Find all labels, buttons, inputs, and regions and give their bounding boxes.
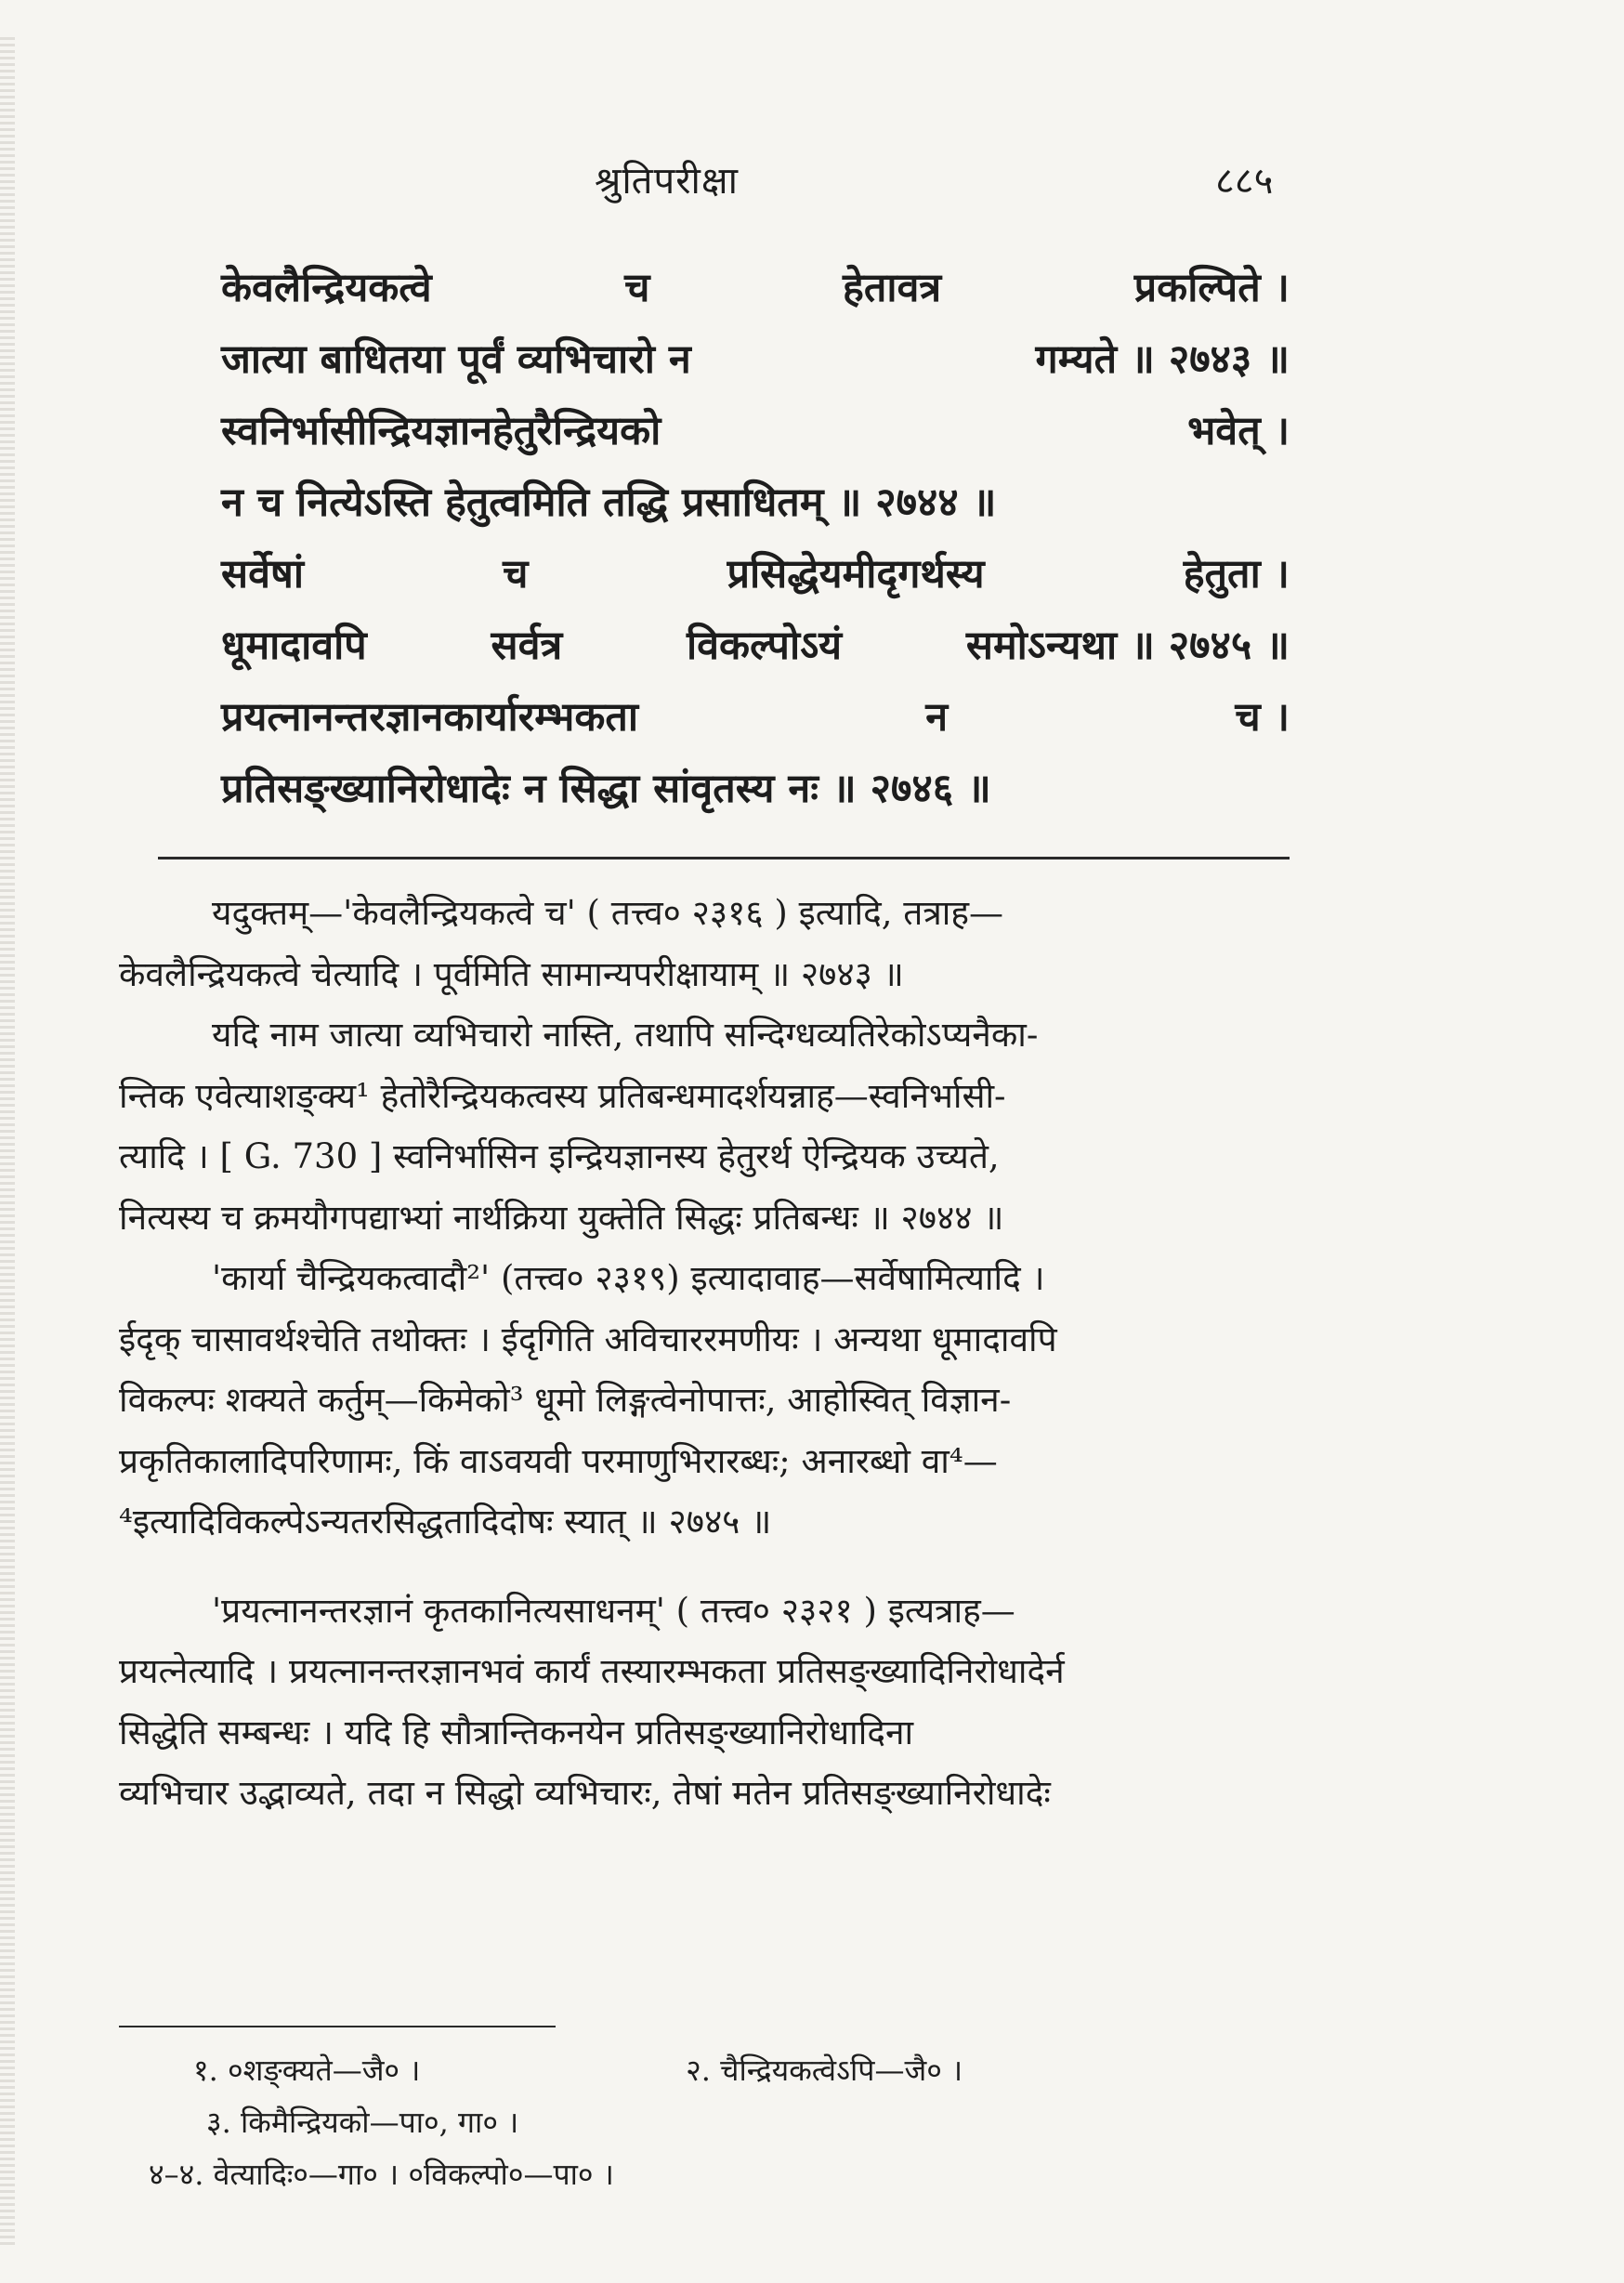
page-edge-shadow (0, 37, 15, 2249)
footnote-row (139, 2044, 1161, 2096)
verse-line (221, 610, 1290, 682)
verse-segment: सर्वेषां (221, 551, 304, 597)
footnote-row (139, 2148, 1161, 2200)
page-number: ८८५ (1215, 160, 1274, 203)
verse-segment: धूमादावपि (221, 623, 367, 669)
footnotes (139, 2044, 1161, 2200)
footnote-4: ४–४. वेत्यादिः०—गा० । ०विकल्पो०—पा० । (149, 2157, 614, 2192)
verse-line (221, 253, 1290, 324)
commentary-line: प्रयत्नेत्यादि । प्रयत्नानन्तरज्ञानभवं कार्यं तस्यारम्भकता प्रतिसङ्ख्यादिनिरोधादेर्न (119, 1651, 1065, 1691)
verse-segment: न च नित्येऽस्ति हेतुत्वमिति तद्धि प्रसाधितम् ॥ २७४४ ॥ (221, 479, 997, 526)
commentary-line: यदि नाम जात्या व्यभिचारो नास्ति, तथापि सन्दिग्धव्यतिरेकोऽप्यनैका- (212, 1015, 1039, 1055)
commentary-line: ⁴इत्यादिविकल्पेऽन्यतरसिद्धतादिदोषः स्यात् ॥ २७४५ ॥ (119, 1502, 772, 1542)
verse-line (221, 539, 1290, 610)
verse-segment: प्रयत्नानन्तरज्ञानकार्यारम्भकता (221, 694, 639, 741)
verse-segment: च । (1235, 694, 1290, 741)
verse-segment: च (624, 265, 650, 311)
verse-line (221, 682, 1290, 754)
footnote-1: १. ०शङ्क्यते—जै० । (193, 2053, 421, 2088)
commentary-line: 'कार्या चैन्द्रियकत्वादौ²' (तत्त्व० २३१९) इत्यादावाह—सर्वेषामित्यादि । (212, 1258, 1045, 1298)
verse-line (221, 467, 1290, 539)
verse-segment: प्रसिद्धेयमीदृगर्थस्य (727, 551, 985, 597)
verse-line (221, 324, 1290, 396)
verse-segment: केवलैन्द्रियकत्वे (221, 265, 432, 311)
verse-segment: हेतुता । (1183, 551, 1290, 597)
footnote-row (139, 2096, 1161, 2148)
commentary-line: सिद्धेति सम्बन्धः । यदि हि सौत्रान्तिकनयेन प्रतिसङ्ख्यानिरोधादिना (119, 1712, 914, 1752)
commentary-line: यदुक्तम्—'केवलैन्द्रियकत्वे च' ( तत्त्व० २३१६ ) इत्यादि, तत्राह— (212, 893, 1003, 933)
verse-segment: गम्यते ॥ २७४३ ॥ (1035, 336, 1290, 383)
commentary-line: त्यादि । [ G. 730 ] स्वनिर्भासिन इन्द्रियज्ञानस्य हेतुरर्थ ऐन्द्रियक उच्यते, (119, 1136, 1000, 1176)
page-header (0, 153, 1624, 218)
verse-segment: प्रतिसङ्ख्यानिरोधादेः न सिद्धा सांवृतस्य नः ॥ २७४६ ॥ (221, 766, 991, 812)
commentary-line: 'प्रयत्नानन्तरज्ञानं कृतकानित्यसाधनम्' ( तत्त्व० २३२१ ) इत्यत्राह— (212, 1590, 1015, 1631)
commentary-line: प्रकृतिकालादिपरिणामः, किं वाऽवयवी परमाणुभिरारब्धः; अनारब्धो वा⁴— (119, 1440, 998, 1481)
commentary-line: केवलैन्द्रियकत्वे चेत्यादि । पूर्वमिति सामान्यपरीक्षायाम् ॥ २७४३ ॥ (119, 953, 904, 994)
commentary-paragraph (119, 1004, 1291, 1248)
commentary-paragraph (119, 883, 1291, 1004)
commentary-paragraph (119, 1248, 1291, 1553)
verse-segment: प्रकल्पिते । (1133, 265, 1290, 311)
running-title: श्रुतिपरीक्षा (595, 160, 739, 203)
verse-segment: स्वनिर्भासीन्द्रियज्ञानहेतुरैन्द्रियको (221, 408, 661, 454)
verse-block (221, 253, 1290, 825)
paragraph-gap (119, 1553, 1291, 1581)
footnote-2: २. चैन्द्रियकत्वेऽपि—जै० । (686, 2053, 963, 2088)
commentary-line: नित्यस्य च क्रमयौगपद्याभ्यां नार्थक्रिया युक्तेति सिद्धः प्रतिबन्धः ॥ २७४४ ॥ (119, 1197, 1004, 1238)
verse-segment: सर्वत्र (491, 623, 563, 669)
verse-segment: न (925, 694, 949, 741)
commentary-line: न्तिक एवेत्याशङ्क्य¹ हेतोरैन्द्रियकत्वस्य प्रतिबन्धमादर्शयन्नाह—स्वनिर्भासी- (119, 1075, 1006, 1116)
verse-segment: जात्या बाधितया पूर्वं व्यभिचारो न (221, 336, 691, 383)
footnote-divider (119, 2026, 556, 2027)
verse-segment: हेतावत्र (843, 265, 942, 311)
verse-segment: समोऽन्यथा ॥ २७४५ ॥ (965, 623, 1290, 669)
commentary-paragraph (119, 1581, 1291, 1824)
verse-line (221, 396, 1290, 467)
footnote-3: ३. किमैन्द्रियको—पा०, गा० । (206, 2105, 519, 2140)
commentary-line: विकल्पः शक्यते कर्तुम्—किमेको³ धूमो लिङ्गत्वेनोपात्तः, आहोस्वित् विज्ञान- (119, 1380, 1012, 1420)
verse-line (221, 754, 1290, 825)
commentary-line: ईदृक् चासावर्थश्चेति तथोक्तः । ईदृगिति अविचाररमणीयः । अन्यथा धूमादावपि (119, 1319, 1057, 1359)
verse-segment: च (503, 551, 529, 597)
verse-segment: भवेत् । (1187, 408, 1290, 454)
section-divider (158, 857, 1290, 859)
commentary-line: व्यभिचार उद्भाव्यते, तदा न सिद्धो व्यभिचारः, तेषां मतेन प्रतिसङ्ख्यानिरोधादेः (119, 1773, 1051, 1813)
commentary-block (119, 883, 1291, 1824)
verse-segment: विकल्पोऽयं (687, 623, 843, 669)
